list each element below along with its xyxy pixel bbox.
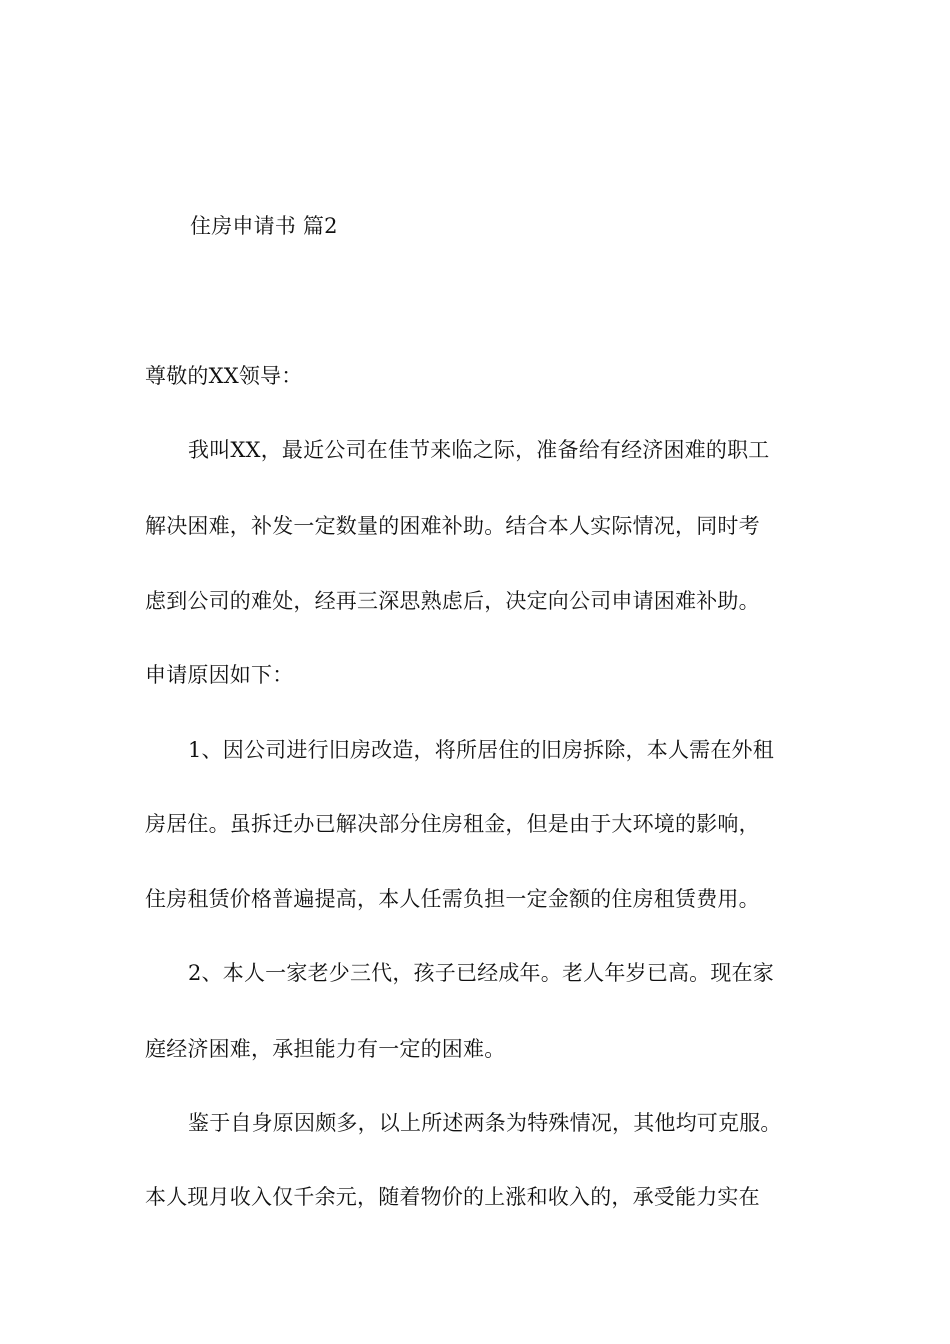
body-line: 1、因公司进行旧房改造，将所居住的旧房拆除，本人需在外租 [188,738,774,762]
body-line: 房居住。虽拆迁办已解决部分住房租金，但是由于大环境的影响， [145,812,760,836]
body-line: 虑到公司的难处，经再三深思熟虑后，决定向公司申请困难补助。 [145,589,760,613]
body-line: 庭经济困难，承担能力有一定的困难。 [145,1037,506,1061]
body-line: 申请原因如下： [145,663,294,687]
body-line: 2、本人一家老少三代，孩子已经成年。老人年岁已高。现在家 [188,961,774,985]
body-line: 解决困难，补发一定数量的困难补助。结合本人实际情况，同时考 [145,514,760,538]
body-line: 住房租赁价格普遍提高，本人任需负担一定金额的住房租赁费用。 [145,887,760,911]
salutation: 尊敬的XX领导： [145,364,303,388]
body-line: 本人现月收入仅千余元，随着物价的上涨和收入的，承受能力实在 [145,1185,760,1209]
document-title: 住房申请书 篇2 [190,214,338,238]
body-line: 我叫XX，最近公司在佳节来临之际，准备给有经济困难的职工 [188,438,770,462]
body-line: 鉴于自身原因颇多，以上所述两条为特殊情况，其他均可克服。 [188,1111,782,1135]
